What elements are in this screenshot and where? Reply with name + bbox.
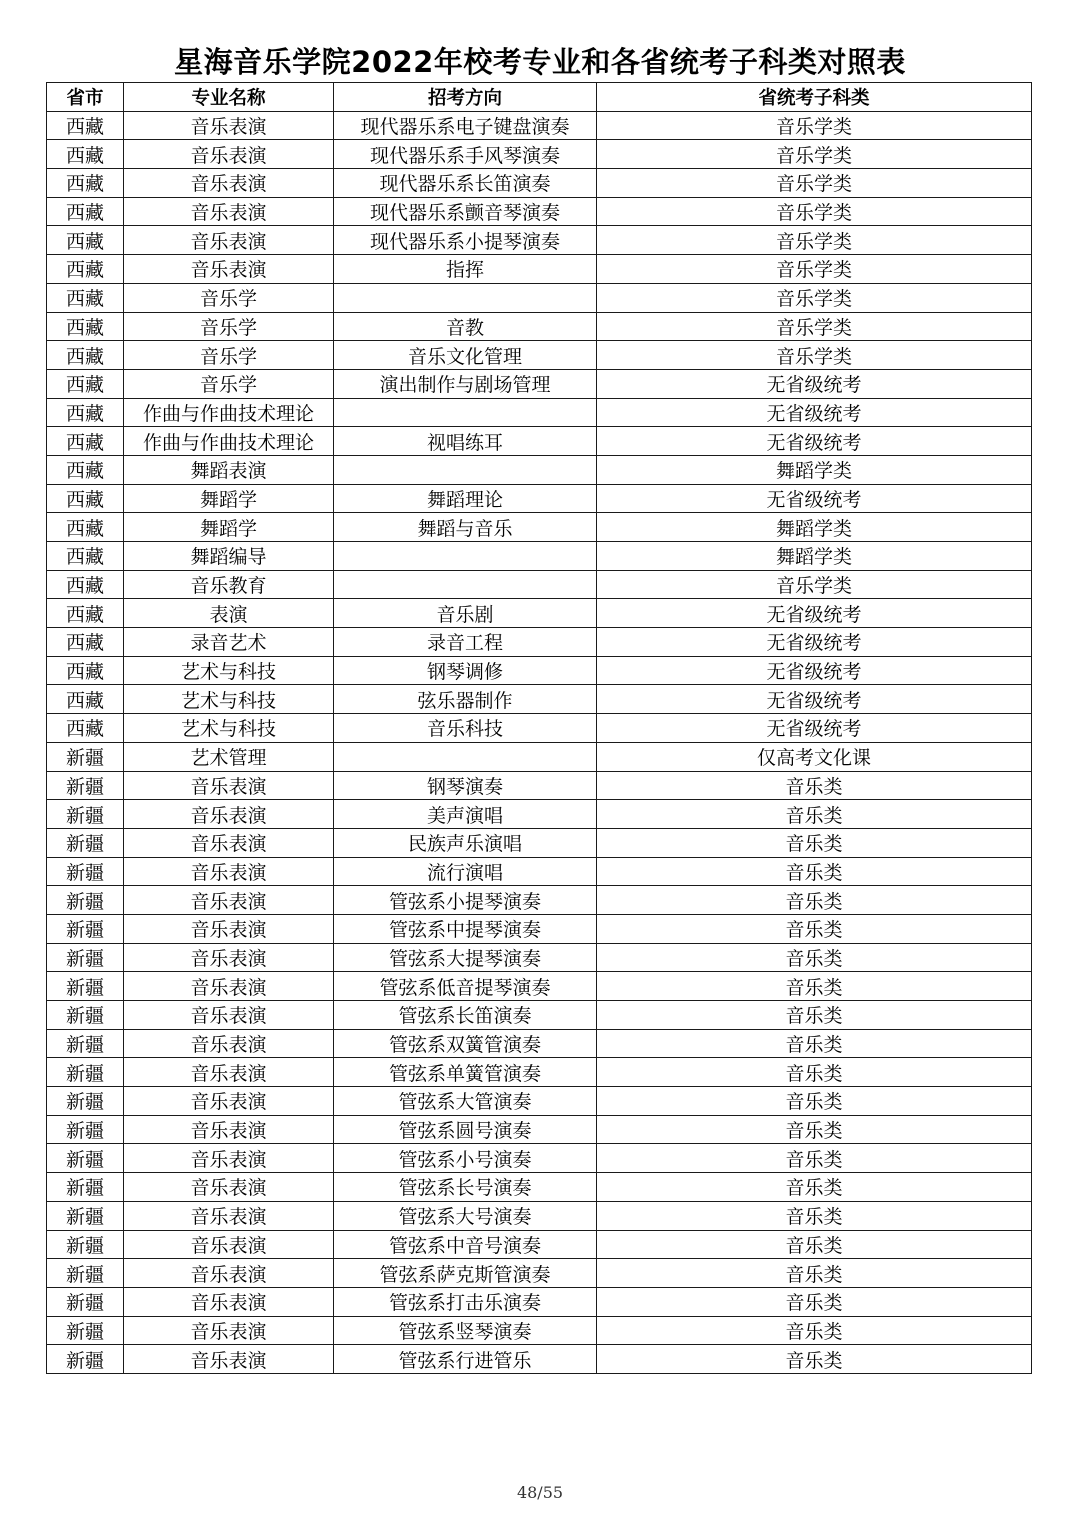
table-row <box>47 369 1032 398</box>
table-row <box>47 771 1032 800</box>
cell-admission-direction <box>334 283 597 312</box>
comparison-table <box>46 82 1032 1374</box>
cell-province: 西藏 <box>47 570 124 599</box>
cell-province: 新疆 <box>47 1115 124 1144</box>
table-row <box>47 599 1032 628</box>
cell-exam-subcategory: 音乐类 <box>597 800 1032 829</box>
cell-admission-direction: 管弦系圆号演奏 <box>334 1115 597 1144</box>
cell-major-name: 音乐表演 <box>124 1230 334 1259</box>
cell-exam-subcategory: 音乐类 <box>597 1173 1032 1202</box>
cell-province: 西藏 <box>47 283 124 312</box>
table-row <box>47 828 1032 857</box>
table-row <box>47 1201 1032 1230</box>
cell-province: 西藏 <box>47 111 124 140</box>
cell-major-name: 音乐表演 <box>124 771 334 800</box>
table-row <box>47 943 1032 972</box>
cell-admission-direction: 管弦系大号演奏 <box>334 1201 597 1230</box>
cell-exam-subcategory: 音乐类 <box>597 1144 1032 1173</box>
cell-admission-direction <box>334 542 597 571</box>
cell-admission-direction <box>334 398 597 427</box>
cell-admission-direction: 管弦系打击乐演奏 <box>334 1287 597 1316</box>
cell-major-name: 录音艺术 <box>124 628 334 657</box>
cell-province: 西藏 <box>47 197 124 226</box>
cell-province: 新疆 <box>47 1345 124 1374</box>
cell-province: 西藏 <box>47 628 124 657</box>
cell-province: 新疆 <box>47 1058 124 1087</box>
cell-province: 西藏 <box>47 542 124 571</box>
cell-province: 新疆 <box>47 886 124 915</box>
cell-admission-direction: 现代器乐系小提琴演奏 <box>334 226 597 255</box>
cell-exam-subcategory: 舞蹈学类 <box>597 542 1032 571</box>
table-row <box>47 886 1032 915</box>
cell-exam-subcategory: 音乐类 <box>597 1001 1032 1030</box>
cell-admission-direction: 舞蹈与音乐 <box>334 513 597 542</box>
cell-admission-direction: 民族声乐演唱 <box>334 828 597 857</box>
cell-admission-direction <box>334 742 597 771</box>
cell-admission-direction: 管弦系小提琴演奏 <box>334 886 597 915</box>
table-row <box>47 1173 1032 1202</box>
cell-admission-direction: 现代器乐系长笛演奏 <box>334 169 597 198</box>
cell-province: 新疆 <box>47 1230 124 1259</box>
cell-exam-subcategory: 音乐类 <box>597 1287 1032 1316</box>
cell-major-name: 音乐表演 <box>124 828 334 857</box>
cell-major-name: 表演 <box>124 599 334 628</box>
table-row <box>47 427 1032 456</box>
cell-admission-direction: 管弦系中提琴演奏 <box>334 914 597 943</box>
cell-admission-direction: 管弦系小号演奏 <box>334 1144 597 1173</box>
table-row <box>47 1316 1032 1345</box>
cell-exam-subcategory: 音乐类 <box>597 1259 1032 1288</box>
cell-exam-subcategory: 舞蹈学类 <box>597 455 1032 484</box>
table-row <box>47 972 1032 1001</box>
cell-province: 西藏 <box>47 341 124 370</box>
cell-province: 西藏 <box>47 484 124 513</box>
document-title: 星海音乐学院2022年校考专业和各省统考子科类对照表 <box>174 45 906 79</box>
cell-exam-subcategory: 音乐类 <box>597 1115 1032 1144</box>
cell-major-name: 舞蹈学 <box>124 513 334 542</box>
cell-exam-subcategory: 无省级统考 <box>597 484 1032 513</box>
table-row <box>47 169 1032 198</box>
cell-province: 西藏 <box>47 226 124 255</box>
cell-admission-direction: 演出制作与剧场管理 <box>334 369 597 398</box>
cell-major-name: 音乐表演 <box>124 1058 334 1087</box>
header-major-name: 专业名称 <box>124 83 334 112</box>
cell-admission-direction: 管弦系长号演奏 <box>334 1173 597 1202</box>
cell-admission-direction: 视唱练耳 <box>334 427 597 456</box>
cell-exam-subcategory: 无省级统考 <box>597 427 1032 456</box>
cell-exam-subcategory: 无省级统考 <box>597 714 1032 743</box>
cell-admission-direction: 舞蹈理论 <box>334 484 597 513</box>
cell-province: 西藏 <box>47 714 124 743</box>
cell-province: 西藏 <box>47 312 124 341</box>
cell-exam-subcategory: 音乐类 <box>597 1087 1032 1116</box>
table-row <box>47 255 1032 284</box>
cell-exam-subcategory: 音乐类 <box>597 1230 1032 1259</box>
cell-exam-subcategory: 音乐学类 <box>597 226 1032 255</box>
cell-admission-direction: 音乐科技 <box>334 714 597 743</box>
cell-province: 西藏 <box>47 255 124 284</box>
cell-exam-subcategory: 音乐类 <box>597 771 1032 800</box>
cell-major-name: 音乐表演 <box>124 943 334 972</box>
cell-major-name: 音乐教育 <box>124 570 334 599</box>
cell-major-name: 音乐表演 <box>124 197 334 226</box>
cell-major-name: 音乐表演 <box>124 111 334 140</box>
cell-major-name: 音乐表演 <box>124 1115 334 1144</box>
cell-exam-subcategory: 音乐类 <box>597 828 1032 857</box>
cell-province: 西藏 <box>47 369 124 398</box>
cell-major-name: 音乐表演 <box>124 972 334 1001</box>
table-row <box>47 140 1032 169</box>
cell-exam-subcategory: 音乐类 <box>597 1345 1032 1374</box>
cell-admission-direction: 钢琴演奏 <box>334 771 597 800</box>
cell-province: 新疆 <box>47 742 124 771</box>
table-row <box>47 1259 1032 1288</box>
cell-major-name: 音乐表演 <box>124 1259 334 1288</box>
cell-province: 新疆 <box>47 1029 124 1058</box>
table-row <box>47 656 1032 685</box>
header-admission-direction: 招考方向 <box>334 83 597 112</box>
cell-exam-subcategory: 音乐类 <box>597 1029 1032 1058</box>
cell-major-name: 音乐表演 <box>124 800 334 829</box>
cell-major-name: 音乐表演 <box>124 226 334 255</box>
cell-major-name: 音乐表演 <box>124 1029 334 1058</box>
table-row <box>47 628 1032 657</box>
cell-exam-subcategory: 无省级统考 <box>597 656 1032 685</box>
cell-exam-subcategory: 仅高考文化课 <box>597 742 1032 771</box>
cell-admission-direction: 现代器乐系电子键盘演奏 <box>334 111 597 140</box>
cell-admission-direction: 管弦系双簧管演奏 <box>334 1029 597 1058</box>
table-row <box>47 1287 1032 1316</box>
cell-major-name: 音乐学 <box>124 312 334 341</box>
table-header <box>47 83 1032 112</box>
cell-major-name: 艺术与科技 <box>124 714 334 743</box>
cell-province: 西藏 <box>47 599 124 628</box>
cell-admission-direction: 管弦系大提琴演奏 <box>334 943 597 972</box>
header-row <box>47 83 1032 112</box>
cell-admission-direction: 管弦系大管演奏 <box>334 1087 597 1116</box>
cell-major-name: 音乐表演 <box>124 140 334 169</box>
cell-province: 新疆 <box>47 1316 124 1345</box>
cell-province: 西藏 <box>47 513 124 542</box>
cell-province: 新疆 <box>47 1087 124 1116</box>
table-row <box>47 484 1032 513</box>
table-row <box>47 398 1032 427</box>
cell-exam-subcategory: 无省级统考 <box>597 685 1032 714</box>
table-row <box>47 570 1032 599</box>
cell-major-name: 作曲与作曲技术理论 <box>124 398 334 427</box>
table-row <box>47 857 1032 886</box>
cell-province: 新疆 <box>47 857 124 886</box>
cell-exam-subcategory: 舞蹈学类 <box>597 513 1032 542</box>
cell-province: 新疆 <box>47 1173 124 1202</box>
table-row <box>47 226 1032 255</box>
cell-admission-direction: 指挥 <box>334 255 597 284</box>
table-row <box>47 742 1032 771</box>
cell-exam-subcategory: 无省级统考 <box>597 398 1032 427</box>
cell-exam-subcategory: 音乐类 <box>597 972 1032 1001</box>
cell-major-name: 舞蹈学 <box>124 484 334 513</box>
table-row <box>47 685 1032 714</box>
cell-major-name: 舞蹈编导 <box>124 542 334 571</box>
cell-province: 新疆 <box>47 1201 124 1230</box>
table-row <box>47 1087 1032 1116</box>
cell-province: 新疆 <box>47 1001 124 1030</box>
cell-major-name: 音乐学 <box>124 283 334 312</box>
cell-province: 西藏 <box>47 169 124 198</box>
table-row <box>47 197 1032 226</box>
cell-admission-direction: 管弦系行进管乐 <box>334 1345 597 1374</box>
cell-major-name: 音乐表演 <box>124 1201 334 1230</box>
cell-admission-direction: 管弦系长笛演奏 <box>334 1001 597 1030</box>
cell-admission-direction: 流行演唱 <box>334 857 597 886</box>
table-row <box>47 312 1032 341</box>
cell-major-name: 音乐表演 <box>124 169 334 198</box>
cell-exam-subcategory: 音乐类 <box>597 1316 1032 1345</box>
cell-province: 新疆 <box>47 828 124 857</box>
cell-admission-direction: 现代器乐系颤音琴演奏 <box>334 197 597 226</box>
cell-exam-subcategory: 音乐类 <box>597 914 1032 943</box>
table-row <box>47 341 1032 370</box>
cell-exam-subcategory: 音乐学类 <box>597 140 1032 169</box>
cell-exam-subcategory: 音乐学类 <box>597 169 1032 198</box>
table-row <box>47 1115 1032 1144</box>
cell-exam-subcategory: 音乐类 <box>597 857 1032 886</box>
cell-major-name: 音乐表演 <box>124 1087 334 1116</box>
cell-admission-direction: 音乐剧 <box>334 599 597 628</box>
table-row <box>47 1230 1032 1259</box>
table-row <box>47 1058 1032 1087</box>
cell-exam-subcategory: 音乐类 <box>597 943 1032 972</box>
cell-major-name: 音乐表演 <box>124 1173 334 1202</box>
table-row <box>47 800 1032 829</box>
table-row <box>47 513 1032 542</box>
cell-major-name: 音乐学 <box>124 369 334 398</box>
table-row <box>47 455 1032 484</box>
cell-province: 新疆 <box>47 1144 124 1173</box>
cell-exam-subcategory: 音乐类 <box>597 1201 1032 1230</box>
cell-major-name: 艺术与科技 <box>124 685 334 714</box>
table-row <box>47 1345 1032 1374</box>
cell-exam-subcategory: 音乐学类 <box>597 312 1032 341</box>
table-row <box>47 914 1032 943</box>
cell-exam-subcategory: 音乐学类 <box>597 255 1032 284</box>
cell-province: 西藏 <box>47 656 124 685</box>
cell-admission-direction: 音教 <box>334 312 597 341</box>
cell-major-name: 音乐表演 <box>124 1345 334 1374</box>
cell-major-name: 音乐表演 <box>124 886 334 915</box>
cell-admission-direction: 管弦系单簧管演奏 <box>334 1058 597 1087</box>
cell-major-name: 作曲与作曲技术理论 <box>124 427 334 456</box>
page-number: 48/55 <box>516 1483 564 1502</box>
cell-admission-direction: 录音工程 <box>334 628 597 657</box>
cell-admission-direction: 音乐文化管理 <box>334 341 597 370</box>
cell-province: 新疆 <box>47 943 124 972</box>
cell-major-name: 艺术管理 <box>124 742 334 771</box>
cell-major-name: 音乐表演 <box>124 1144 334 1173</box>
cell-major-name: 音乐表演 <box>124 1316 334 1345</box>
cell-admission-direction: 管弦系中音号演奏 <box>334 1230 597 1259</box>
cell-province: 西藏 <box>47 398 124 427</box>
cell-major-name: 音乐表演 <box>124 1001 334 1030</box>
table-row <box>47 1144 1032 1173</box>
cell-admission-direction: 管弦系萨克斯管演奏 <box>334 1259 597 1288</box>
cell-exam-subcategory: 无省级统考 <box>597 599 1032 628</box>
cell-admission-direction <box>334 570 597 599</box>
cell-exam-subcategory: 音乐学类 <box>597 341 1032 370</box>
cell-exam-subcategory: 音乐学类 <box>597 197 1032 226</box>
cell-admission-direction: 钢琴调修 <box>334 656 597 685</box>
table-row <box>47 1001 1032 1030</box>
cell-province: 新疆 <box>47 1287 124 1316</box>
cell-exam-subcategory: 音乐类 <box>597 1058 1032 1087</box>
cell-province: 西藏 <box>47 140 124 169</box>
cell-exam-subcategory: 无省级统考 <box>597 628 1032 657</box>
cell-province: 新疆 <box>47 972 124 1001</box>
cell-major-name: 音乐表演 <box>124 857 334 886</box>
cell-province: 新疆 <box>47 771 124 800</box>
cell-exam-subcategory: 音乐学类 <box>597 111 1032 140</box>
cell-province: 新疆 <box>47 1259 124 1288</box>
cell-major-name: 音乐学 <box>124 341 334 370</box>
cell-major-name: 音乐表演 <box>124 914 334 943</box>
cell-province: 西藏 <box>47 455 124 484</box>
cell-province: 西藏 <box>47 427 124 456</box>
cell-exam-subcategory: 无省级统考 <box>597 369 1032 398</box>
cell-major-name: 舞蹈表演 <box>124 455 334 484</box>
table-row <box>47 1029 1032 1058</box>
cell-admission-direction: 现代器乐系手风琴演奏 <box>334 140 597 169</box>
cell-admission-direction <box>334 455 597 484</box>
cell-major-name: 音乐表演 <box>124 1287 334 1316</box>
table-row <box>47 714 1032 743</box>
cell-province: 新疆 <box>47 914 124 943</box>
cell-admission-direction: 管弦系低音提琴演奏 <box>334 972 597 1001</box>
header-exam-subcategory: 省统考子科类 <box>597 83 1032 112</box>
table-body <box>47 111 1032 1373</box>
header-province: 省市 <box>47 83 124 112</box>
cell-admission-direction: 弦乐器制作 <box>334 685 597 714</box>
table-row <box>47 111 1032 140</box>
cell-major-name: 艺术与科技 <box>124 656 334 685</box>
cell-exam-subcategory: 音乐学类 <box>597 283 1032 312</box>
cell-admission-direction: 管弦系竖琴演奏 <box>334 1316 597 1345</box>
cell-major-name: 音乐表演 <box>124 255 334 284</box>
cell-province: 新疆 <box>47 800 124 829</box>
cell-exam-subcategory: 音乐类 <box>597 886 1032 915</box>
table-row <box>47 283 1032 312</box>
cell-admission-direction: 美声演唱 <box>334 800 597 829</box>
cell-province: 西藏 <box>47 685 124 714</box>
table-row <box>47 542 1032 571</box>
cell-exam-subcategory: 音乐学类 <box>597 570 1032 599</box>
